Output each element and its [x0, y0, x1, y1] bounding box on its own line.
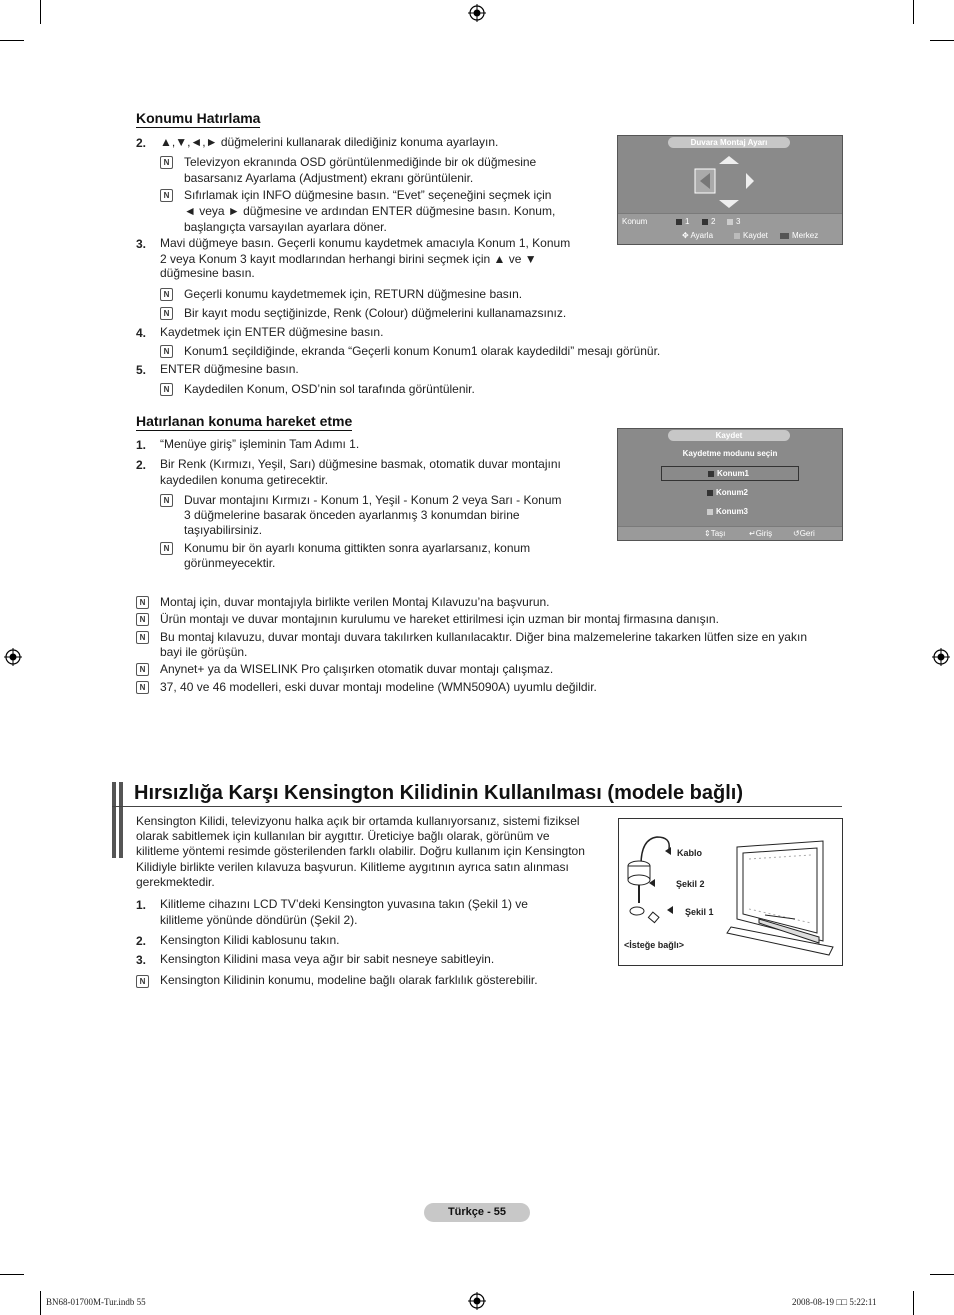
- print-file-info: BN68-01700M-Tur.indb 55: [46, 1297, 146, 1307]
- slot-2: 2: [702, 217, 715, 226]
- note-text: 37, 40 ve 46 modelleri, eski duvar montajı modeline (WMN5090A) uyumlu değildir.: [160, 680, 597, 694]
- osd-footer: [618, 526, 842, 540]
- page-number-badge: Türkçe - 55: [424, 1203, 530, 1222]
- step-text: Kensington Kilidi kablosunu takın.: [160, 933, 340, 947]
- osd-wall-mount-adjust: [617, 135, 843, 245]
- step-number: 4.: [136, 326, 147, 340]
- osd-kaydet: [617, 428, 843, 541]
- section-bar: [119, 782, 123, 858]
- label-kablo: Kablo: [677, 848, 703, 858]
- osd-subtitle: Kaydetme modunu seçin: [682, 449, 778, 458]
- crop-mark: [0, 40, 24, 41]
- intro-text: gerekmektedir.: [136, 875, 215, 889]
- label-optional: <İsteğe bağlı>: [624, 940, 685, 950]
- osd-footer: [618, 213, 842, 244]
- osd-title: Kaydet: [668, 430, 790, 441]
- tasi-hint: ⇕Taşı: [704, 529, 726, 538]
- step-number: 2.: [136, 458, 147, 472]
- note-text: bayi ile görüşün.: [160, 645, 248, 659]
- print-date-info: 2008-08-19 □□ 5:22:11: [792, 1297, 877, 1307]
- note-text: 3 düğmelerine basarak önceden ayarlanmış 3 konumdan birine: [184, 508, 520, 522]
- ayarla-hint: ✥ Ayarla: [682, 231, 714, 240]
- step-text: 2 veya Konum 3 kayıt modlarından herhangi birini seçmek için ▲ ve ▼: [160, 252, 537, 266]
- label-sekil1: Şekil 1: [685, 907, 714, 917]
- slot-3: 3: [727, 217, 740, 226]
- osd-title: Duvara Montaj Ayarı: [668, 137, 790, 148]
- step-number: 2.: [136, 136, 147, 150]
- option-konum2[interactable]: Konum2: [707, 488, 748, 497]
- note-icon: N: [136, 681, 149, 694]
- crop-mark: [0, 1274, 24, 1275]
- step-text: kaydedilen konuma getirecektir.: [160, 473, 329, 487]
- move-icon: ✥: [682, 231, 689, 240]
- note-icon: N: [136, 596, 149, 609]
- note-text: görünmeyecektir.: [184, 556, 276, 570]
- crop-mark: [40, 1291, 41, 1315]
- kensington-figure: [618, 818, 843, 966]
- section-bar: [112, 782, 116, 858]
- crop-mark: [930, 1274, 954, 1275]
- step-text: Mavi düğmeye basın. Geçerli konumu kaydetmek amacıyla Konum 1, Konum: [160, 236, 571, 250]
- geri-hint: ↺Geri: [793, 529, 815, 538]
- step-number: 3.: [136, 237, 147, 251]
- intro-text: Kensington Kilidi, televizyonu halka açık bir ortamda kullanıyorsanız, sistemi fiziksel: [136, 814, 580, 828]
- note-icon: N: [136, 631, 149, 644]
- step-number: 3.: [136, 953, 147, 967]
- note-text: Montaj için, duvar montajıyla birlikte verilen Montaj Kılavuzu’na başvurun.: [160, 595, 550, 609]
- note-text: Televizyon ekranında OSD görüntülenmediğinde bir ok düğmesine: [184, 155, 537, 169]
- intro-text: olarak sabitlemek için kullanılan bir aygıttır. Üreticiye bağlı olarak, görünüm ve: [136, 829, 550, 843]
- crop-mark: [40, 0, 41, 24]
- note-icon: N: [160, 383, 173, 396]
- note-text: Bu montaj kılavuzu, duvar montajı duvara takılırken kullanılacaktır. Diğer bina malzemelerine takarken lütfen size en yakın: [160, 630, 807, 644]
- note-icon: N: [160, 156, 173, 169]
- label-sekil2: Şekil 2: [676, 879, 705, 889]
- registration-mark-icon: [932, 648, 950, 666]
- kaydet-hint: Kaydet: [734, 231, 768, 240]
- note-text: Bir kayıt modu seçtiğinizde, Renk (Colour) düğmelerini kullanamazsınız.: [184, 306, 567, 320]
- step-text: Bir Renk (Kırmızı, Yeşil, Sarı) düğmesine basmak, otomatik duvar montajını: [160, 457, 561, 471]
- note-text: başlangıçta varsayılan ayarlara döner.: [184, 220, 387, 234]
- merkez-hint: Merkez: [780, 231, 818, 240]
- page-title: Hırsızlığa Karşı Kensington Kilidinin Kullanılması (modele bağlı): [134, 782, 743, 804]
- step-number: 1.: [136, 438, 147, 452]
- note-text: Duvar montajını Kırmızı - Konum 1, Yeşil - Konum 2 veya Sarı - Konum: [184, 493, 562, 507]
- option-konum1[interactable]: Konum1: [661, 466, 799, 481]
- note-text: Anynet+ ya da WISELINK Pro çalışırken otomatik duvar montajı çalışmaz.: [160, 662, 554, 676]
- note-text: Konumu bir ön ayarlı konuma gittikten sonra ayarlarsanız, konum: [184, 541, 531, 555]
- note-text: Kaydedilen Konum, OSD’nin sol tarafında görüntülenir.: [184, 382, 475, 396]
- step-text: ENTER düğmesine basın.: [160, 362, 299, 376]
- intro-text: Kilidiyle birlikte verilen kılavuza başvurun. Kilitleme aygıtının ayrıca satın alınması: [136, 860, 569, 874]
- slot-1: 1: [676, 217, 689, 226]
- note-icon: N: [136, 613, 149, 626]
- title-rule: [112, 806, 842, 807]
- intro-text: kilitleme yöntemi resimde gösterilenden farklı olabilir. Doğru kullanım için Kensington: [136, 844, 585, 858]
- note-text: Kensington Kilidinin konumu, modeline bağlı olarak farklılık gösterebilir.: [160, 973, 538, 987]
- section-heading-konumu-hatirlama: Konumu Hatırlama: [136, 110, 261, 126]
- registration-mark-icon: [468, 4, 486, 22]
- konum-label: Konum: [622, 217, 648, 226]
- step-text: Kensington Kilidini masa veya ağır bir sabit nesneye sabitleyin.: [160, 952, 495, 966]
- crop-mark: [913, 1291, 914, 1315]
- step-text: “Menüye giriş” işleminin Tam Adımı 1.: [160, 437, 360, 451]
- step-number: 1.: [136, 898, 147, 912]
- enter-icon: ↵: [749, 529, 756, 538]
- step-number: 2.: [136, 934, 147, 948]
- note-text: Geçerli konumu kaydetmemek için, RETURN düğmesine basın.: [184, 287, 523, 301]
- step-text: Kaydetmek için ENTER düğmesine basın.: [160, 325, 384, 339]
- note-icon: N: [136, 975, 149, 988]
- option-konum3[interactable]: Konum3: [707, 507, 748, 516]
- step-text: Kilitleme cihazını LCD TV’deki Kensington yuvasına takın (Şekil 1) ve: [160, 897, 528, 911]
- note-text: Konum1 seçildiğinde, ekranda “Geçerli konum Konum1 olarak kaydedildi” mesajı görünür.: [184, 344, 661, 358]
- step-text: kilitleme yönünde döndürün (Şekil 2).: [160, 913, 358, 927]
- note-icon: N: [160, 288, 173, 301]
- section-heading-hatirlanan-konum: Hatırlanan konuma hareket etme: [136, 413, 353, 429]
- note-text: taşıyabilirsiniz.: [184, 523, 263, 537]
- note-text: ◄ veya ► düğmesine ve ardından ENTER düğmesine basın. Konum,: [184, 204, 556, 218]
- crop-mark: [930, 40, 954, 41]
- registration-mark-icon: [468, 1292, 486, 1310]
- note-text: Ürün montajı ve duvar montajının kurulumu ve hareket ettirilmesi için uzman bir montaj firmasına danışın.: [160, 612, 719, 626]
- step-text: ▲,▼,◄,► düğmelerini kullanarak dilediğiniz konuma ayarlayın.: [160, 135, 499, 149]
- step-number: 5.: [136, 363, 147, 377]
- crop-mark: [913, 0, 914, 24]
- note-icon: N: [160, 345, 173, 358]
- note-icon: N: [160, 494, 173, 507]
- note-icon: N: [136, 663, 149, 676]
- return-icon: ↺: [793, 529, 800, 538]
- note-icon: N: [160, 189, 173, 202]
- note-text: Sıfırlamak için INFO düğmesine basın. “Evet” seçeneğini seçmek için: [184, 188, 552, 202]
- registration-mark-icon: [4, 648, 22, 666]
- note-text: basarsanız Ayarlama (Adjustment) ekranı görüntülenir.: [184, 171, 474, 185]
- note-icon: N: [160, 307, 173, 320]
- giris-hint: ↵Giriş: [749, 529, 773, 538]
- note-icon: N: [160, 542, 173, 555]
- direction-arrows-icon: [694, 154, 764, 210]
- updown-icon: ⇕: [704, 529, 711, 538]
- step-text: düğmesine basın.: [160, 266, 255, 280]
